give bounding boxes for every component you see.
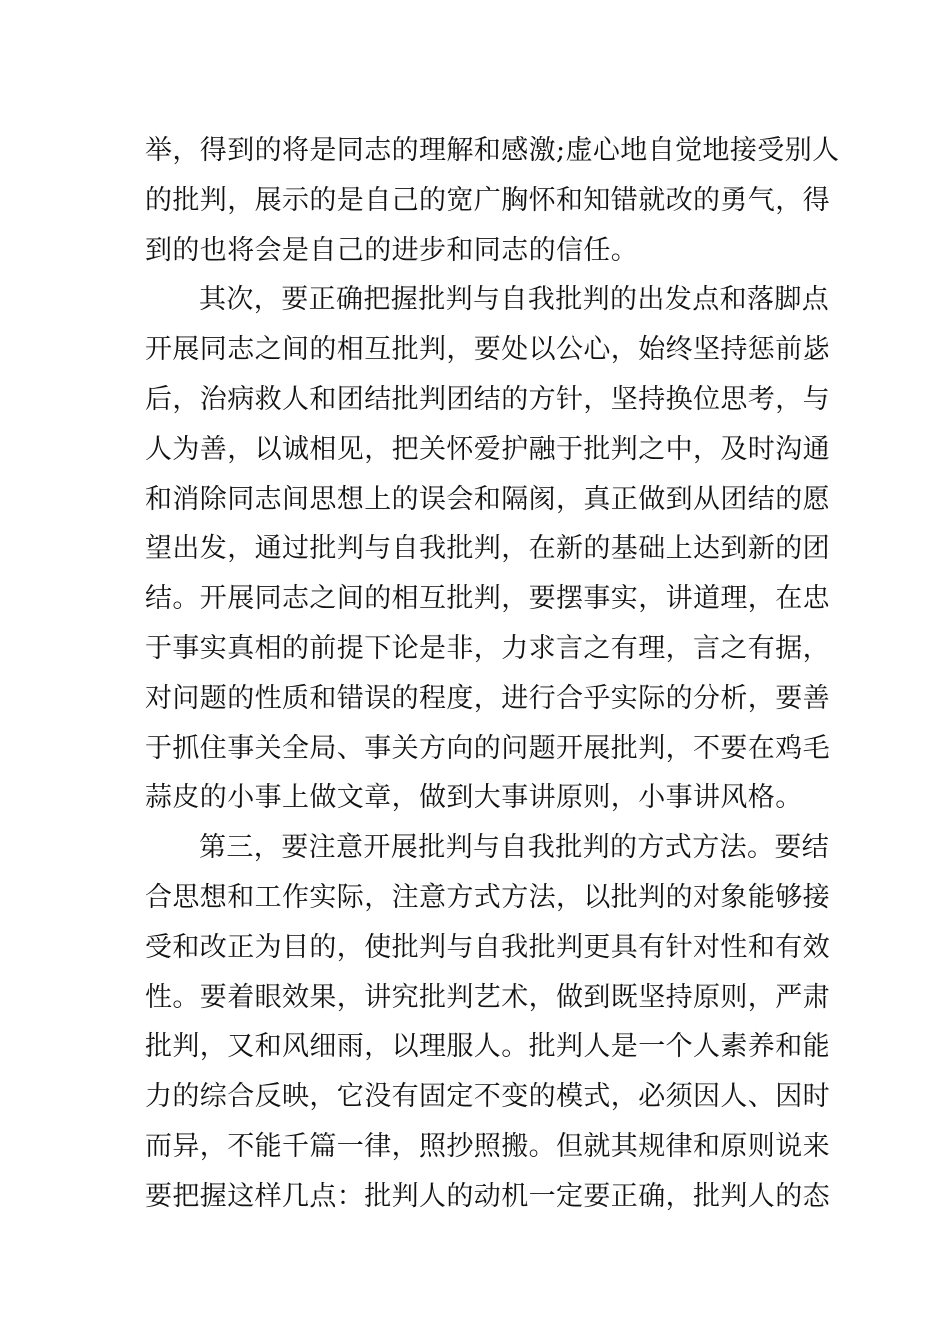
text-line: 后，治病救人和团结批判团结的方针，坚持换位思考，与 xyxy=(145,383,830,415)
text-line: 第三，要注意开展批判与自我批判的方式方法。要结 xyxy=(199,832,830,864)
text-line: 而异，不能千篇一律，照抄照搬。但就其规律和原则说来 xyxy=(145,1130,830,1162)
text-line: 批判，又和风细雨，以理服人。批判人是一个人素养和能 xyxy=(145,1031,830,1063)
text-line: 人为善，以诚相见，把关怀爱护融于批判之中，及时沟通 xyxy=(145,433,830,465)
text-line: 力的综合反映，它没有固定不变的模式，必须因人、因时 xyxy=(145,1081,830,1113)
text-line: 望出发，通过批判与自我批判，在新的基础上达到新的团 xyxy=(145,533,830,565)
text-line: 其次，要正确把握批判与自我批判的出发点和落脚点 xyxy=(199,284,830,316)
text-line: 举，得到的将是同志的理解和感激;虚心地自觉地接受别人 xyxy=(145,135,840,166)
text-line: 和消除同志间思想上的误会和隔阂，真正做到从团结的愿 xyxy=(145,483,830,515)
paragraph-1 xyxy=(145,126,840,275)
text-line: 的批判，展示的是自己的宽广胸怀和知错就改的勇气，得 xyxy=(145,184,830,216)
text-line: 性。要着眼效果，讲究批判艺术，做到既坚持原则，严肃 xyxy=(145,981,830,1013)
text-line: 要把握这样几点：批判人的动机一定要正确，批判人的态 xyxy=(145,1180,830,1212)
text-line: 到的也将会是自己的进步和同志的信任。 xyxy=(145,234,639,266)
text-line: 合思想和工作实际，注意方式方法，以批判的对象能够接 xyxy=(145,881,830,913)
paragraph-3 xyxy=(145,823,830,1221)
text-line: 蒜皮的小事上做文章，做到大事讲原则，小事讲风格。 xyxy=(145,782,803,814)
text-line: 于事实真相的前提下论是非，力求言之有理，言之有据， xyxy=(145,632,830,664)
text-line: 开展同志之间的相互批判，要处以公心，始终坚持惩前毖 xyxy=(145,334,830,366)
text-line: 受和改正为目的，使批判与自我批判更具有针对性和有效 xyxy=(145,931,830,963)
text-line: 于抓住事关全局、事关方向的问题开展批判，不要在鸡毛 xyxy=(145,732,830,764)
document-body xyxy=(145,126,840,1222)
text-line: 结。开展同志之间的相互批判，要摆事实，讲道理，在忠 xyxy=(145,583,830,615)
paragraph-2 xyxy=(145,275,830,823)
text-line: 对问题的性质和错误的程度，进行合乎实际的分析，要善 xyxy=(145,682,830,714)
